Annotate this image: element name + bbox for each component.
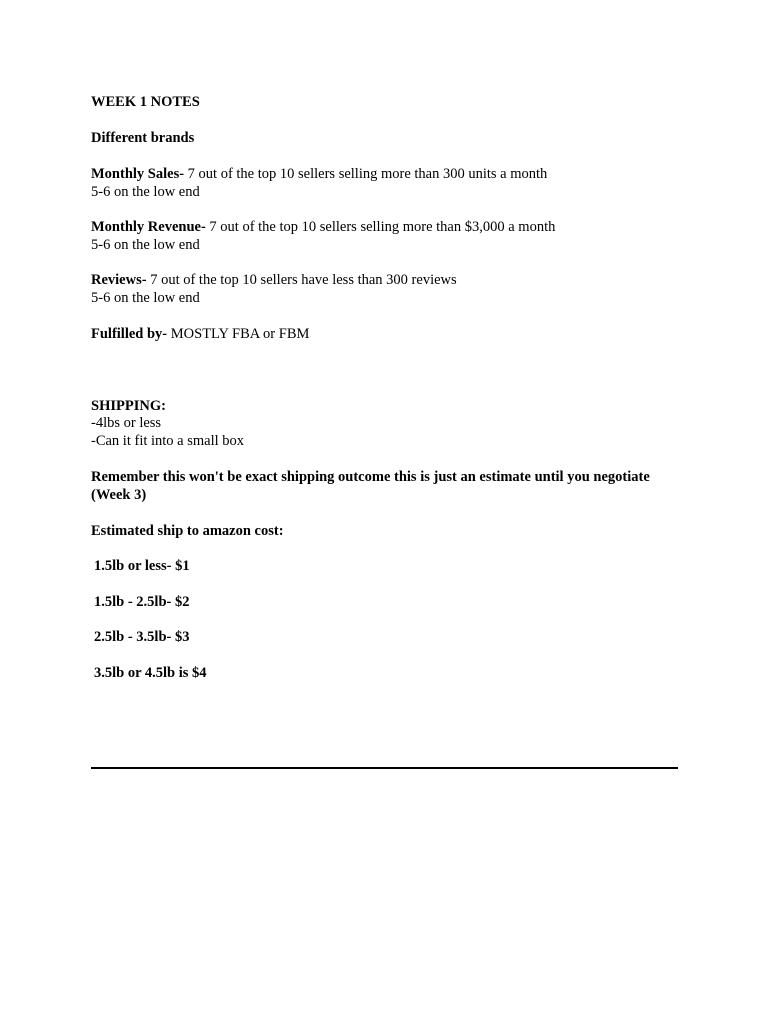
shipping-heading: SHIPPING: [91, 398, 166, 414]
horizontal-divider [91, 767, 678, 769]
monthly-sales-label: Monthly Sales- [91, 166, 185, 182]
reviews-note: 5-6 on the low end [91, 290, 200, 306]
reviews-line [91, 271, 457, 289]
reminder-line-2: (Week 3) [91, 487, 147, 503]
reviews-label: Reviews- [91, 272, 147, 288]
monthly-revenue-label: Monthly Revenue- [91, 219, 206, 235]
shipping-item-box: -Can it fit into a small box [91, 433, 245, 449]
reminder-line-1: Remember this won't be exact shipping outcome this is just an estimate until you negotiate [91, 469, 650, 485]
section-different-brands: Different brands [91, 130, 195, 146]
shipping-item-weight: -4lbs or less [91, 415, 162, 431]
cost-tier-1: 1.5lb or less- $1 [94, 558, 190, 574]
monthly-revenue-line [91, 218, 555, 236]
fulfilled-by-label: Fulfilled by- [91, 326, 168, 342]
monthly-revenue-text: 7 out of the top 10 sellers selling more than $3,000 a month [205, 219, 556, 235]
cost-tier-3: 2.5lb - 3.5lb- $3 [94, 629, 190, 645]
cost-tier-4: 3.5lb or 4.5lb is $4 [94, 665, 207, 681]
reviews-text: 7 out of the top 10 sellers have less than 300 reviews [146, 272, 457, 288]
fulfilled-by-line [91, 325, 309, 343]
fulfilled-by-text: MOSTLY FBA or FBM [167, 326, 310, 342]
notes-title: WEEK 1 NOTES [91, 94, 200, 110]
estimate-heading: Estimated ship to amazon cost: [91, 523, 284, 539]
cost-tier-2: 1.5lb - 2.5lb- $2 [94, 594, 190, 610]
monthly-sales-note: 5-6 on the low end [91, 184, 200, 200]
monthly-revenue-note: 5-6 on the low end [91, 237, 200, 253]
monthly-sales-text: 7 out of the top 10 sellers selling more than 300 units a month [184, 166, 548, 182]
monthly-sales-line [91, 165, 547, 183]
